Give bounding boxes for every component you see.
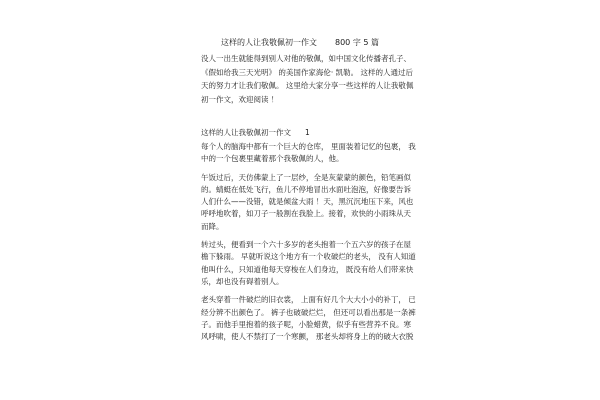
essay-line: 老头穿着一件破烂的旧衣裳， 上面有好几个大大小小的补丁， 已 [201,295,416,305]
essay-paragraph [201,141,416,166]
essay-line: 经分辨不出颜色了。 裤子也破破烂烂， 但还可以看出那是一条裤 [201,307,416,317]
document-title: 这样的人让我敬佩初一作文 [221,38,317,47]
essay-paragraph [201,239,416,288]
section-heading [201,127,310,139]
essay-line: 人们什么——没错，就是倾盆大雨 ！天，黑沉沉地压下来，风也 [201,197,414,207]
intro-line: 天的努力才让我们敬佩。 这里给大家分享一些这样的人让我敬佩 [201,81,414,91]
intro-line: 初一作文，欢迎阅读 ！ [201,95,279,105]
essay-line: 午饭过后，天仿佛蒙上了一层纱，全是灰蒙蒙的颜色，铅笔画似 [201,172,411,182]
intro-paragraph [201,52,414,107]
essay-line: 他叫什么，只知道他每天穿梭在人们身边， 既没有给人们带来快 [201,264,414,274]
essay-line: 转过头，便看到一个六十多岁的老头抱着一个五六岁的孩子在屋 [201,240,411,250]
essay-body [201,141,416,349]
essay-line: 乐，却也没有碍着别人。 [201,276,284,286]
document-title-line [0,37,600,49]
essay-line: 而降。 [201,221,224,231]
intro-line: 没人一出生就能得到别人对他的敬佩，如中国文化传播者孔子、 [201,54,411,63]
essay-line: 呼呼地吹着，如刀子一般割在我脸上。接着，欢快的小雨珠从天 [201,209,411,219]
section-heading-text: 这样的人让我敬佩初一作文 [201,128,291,137]
intro-line: 《假如给我三天光明》 的美国作家海伦· 凯勒。 这样的人通过后 [201,67,414,77]
essay-line: 风呼啸，使人不禁打了一个寒颤， 那老头却将身上的的破大衣脱 [201,332,414,342]
essay-paragraph [201,172,414,233]
essay-line: 中的一个包裹里藏着那个我敬佩的人，他。 [201,154,344,164]
essay-line: 檐下躲雨。 早就听说这个地方有一个收破烂的老头， 没有人知道 [201,252,416,262]
document-title-meta: 800 字 5 篇 [335,38,379,47]
essay-line: 每个人的脑海中都有一个巨大的仓库， 里面装着记忆的包裹， 我 [201,142,416,151]
essay-paragraph [201,294,416,343]
section-number: 1 [305,128,310,137]
essay-line: 的。蜻蜓在低处飞行，鱼儿不停地冒出水面吐泡泡，好像要告诉 [201,184,411,194]
essay-line: 子。而他手里抱着的孩子呢，小脸蜡黄，似乎有些营养不良。寒 [201,319,411,329]
